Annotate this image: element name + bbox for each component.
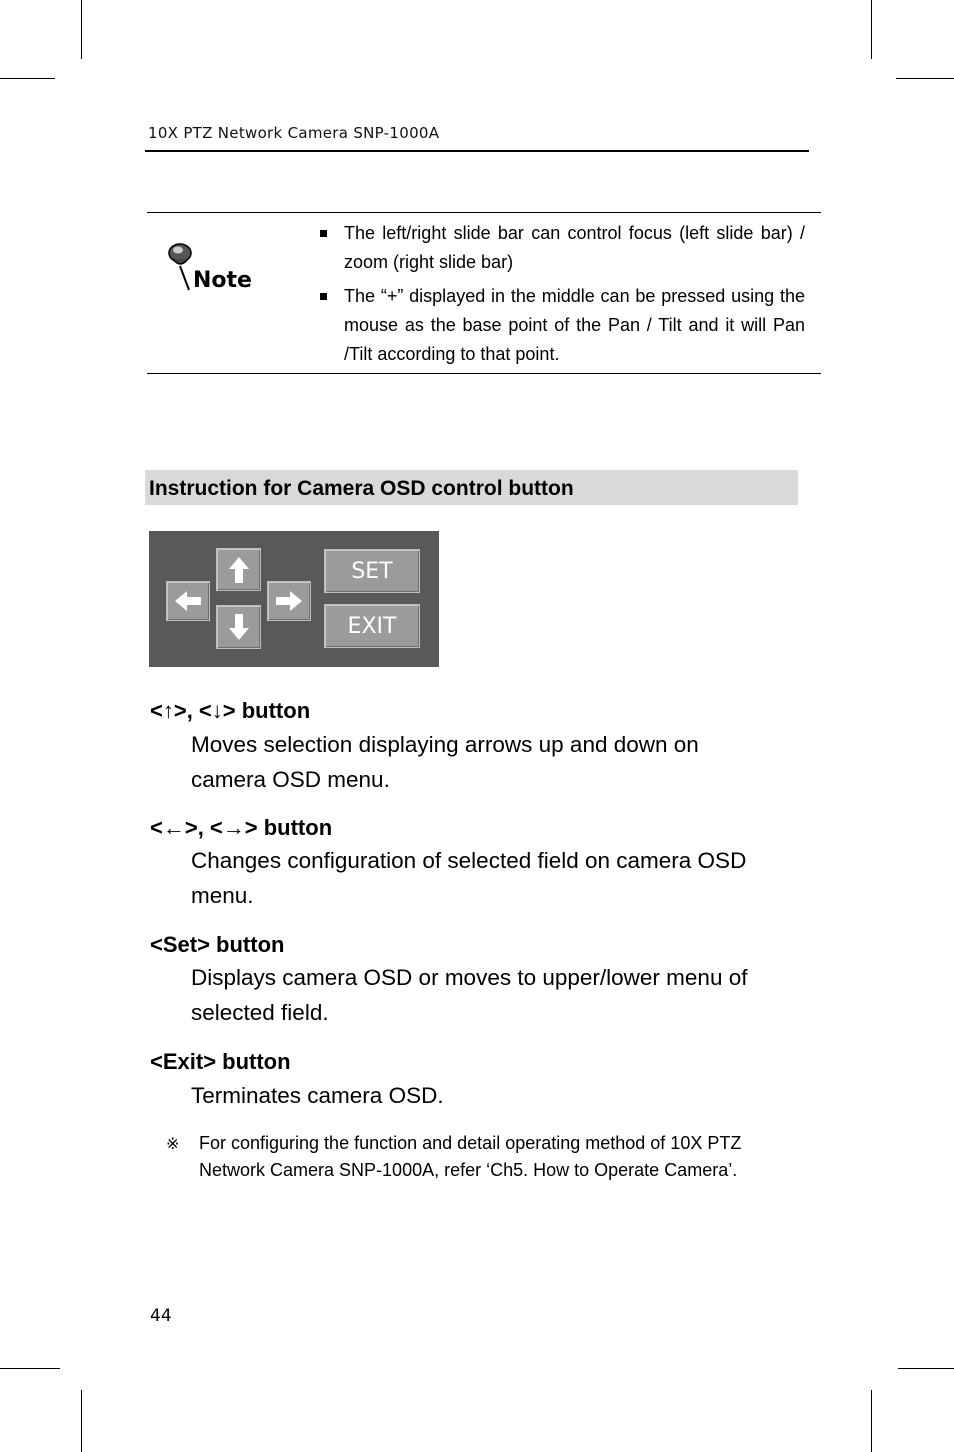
crop-mark [898, 1368, 954, 1369]
item-title-left-right: <←>, <→> button [150, 815, 333, 840]
arrow-up-icon [227, 555, 251, 585]
running-header: 10X PTZ Network Camera SNP-1000A [148, 124, 440, 142]
crop-mark [81, 1390, 82, 1452]
item-desc-exit: Terminates camera OSD. [191, 1083, 444, 1108]
osd-down-button[interactable] [216, 605, 261, 649]
note-bullet: The “+” displayed in the middle can be pressed using the mouse as the base point of the Pan / Tilt and it will Pan /Tilt according to that point. [317, 282, 805, 369]
page-number: 44 [150, 1306, 172, 1326]
item-title-exit: <Exit> button [150, 1049, 291, 1074]
item-desc-set: Displays camera OSD or moves to upper/lower menu of selected field. [191, 965, 748, 1025]
footnote [166, 1130, 780, 1184]
item-desc-up-down: Moves selection displaying arrows up and down on camera OSD menu. [191, 732, 699, 792]
section-title: Instruction for Camera OSD control button [149, 477, 574, 500]
item-title-set: <Set> button [150, 932, 285, 957]
note-bullet: The left/right slide bar can control focus (left slide bar) / zoom (right slide bar) [317, 219, 805, 277]
note-list [317, 219, 805, 374]
osd-set-button[interactable] [324, 549, 420, 593]
section-heading-bar [145, 470, 798, 505]
item-title-up-down: <↑>, <↓> button [150, 698, 311, 723]
crop-mark [0, 78, 55, 79]
crop-mark [0, 1368, 60, 1369]
item-desc-left-right: Changes configuration of selected field on camera OSD menu. [191, 848, 747, 908]
arrow-right-icon [274, 589, 304, 613]
note-label: Note [193, 268, 252, 293]
crop-mark [871, 0, 872, 59]
osd-control-panel [149, 531, 439, 667]
footnote-text: For configuring the function and detail operating method of 10X PTZ Network Camera SNP-1000A, refer ‘Ch5. How to Operate Camera’. [199, 1133, 742, 1180]
arrow-left-icon [173, 589, 203, 613]
reference-mark: ※ [166, 1134, 180, 1153]
osd-left-button[interactable] [166, 581, 210, 621]
osd-up-button[interactable] [216, 548, 261, 591]
arrow-down-icon [227, 612, 251, 642]
crop-mark [871, 1390, 872, 1452]
header-rule [145, 150, 809, 152]
crop-mark [81, 0, 82, 59]
osd-right-button[interactable] [267, 581, 311, 621]
set-button-label: SET [351, 558, 393, 584]
crop-mark [896, 78, 954, 79]
note-box [147, 212, 821, 374]
osd-exit-button[interactable] [324, 604, 420, 648]
exit-button-label: EXIT [347, 613, 397, 639]
